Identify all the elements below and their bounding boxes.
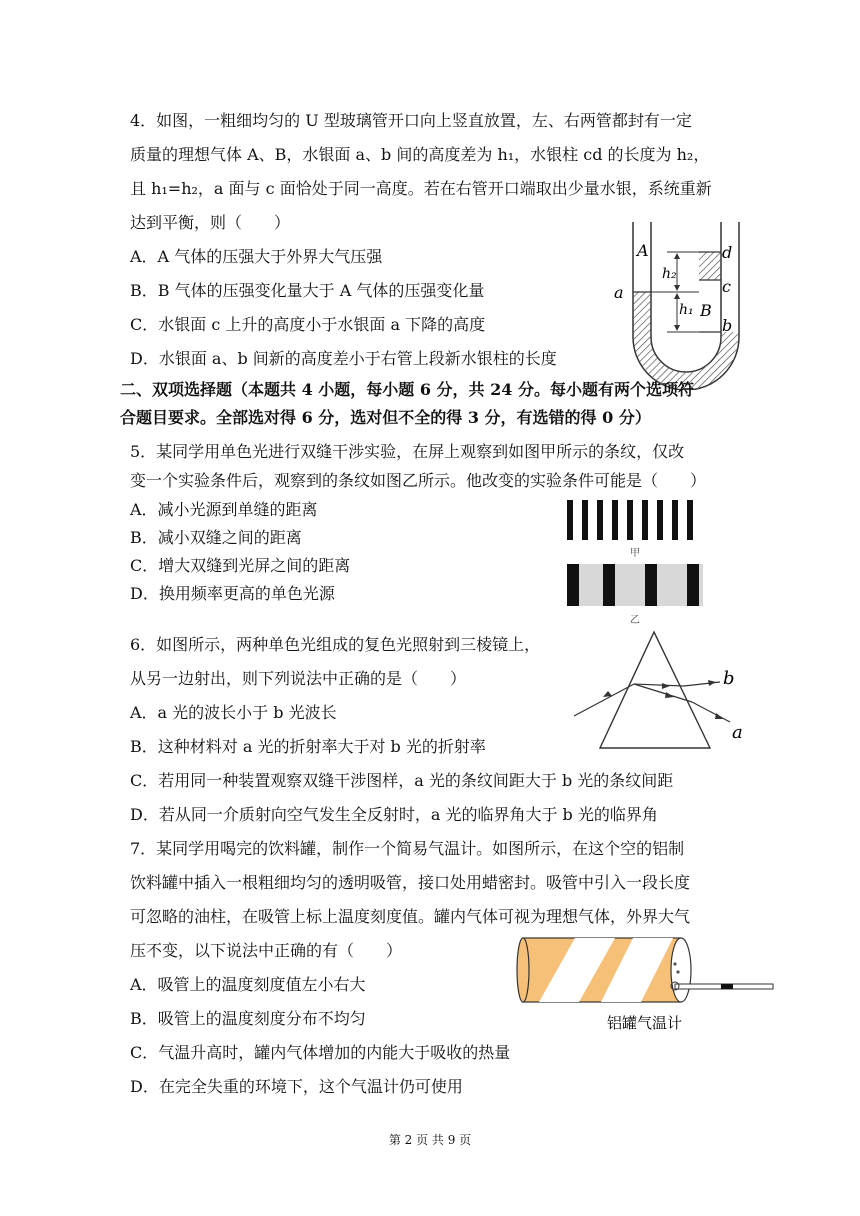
- q5-option-d: D．换用频率更高的单色光源: [130, 584, 335, 603]
- page-footer: 第 2 页 共 9 页: [388, 1133, 472, 1147]
- q4-option-b: B．B 气体的压强变化量大于 A 气体的压强变化量: [130, 281, 485, 300]
- q5-line-1: 5．某同学用单色光进行双缝干涉实验，在屏上观察到如图甲所示的条纹，仅改: [130, 442, 685, 461]
- q7-line-1: 7．某同学用喝完的饮料罐，制作一个简易气温计。如图所示，在这个空的铝制: [130, 839, 685, 858]
- label-surface-d: d: [722, 243, 733, 262]
- label-h1: h₁: [679, 302, 694, 318]
- section-2-header: [120, 376, 694, 432]
- q4-line-1: 4．如图，一粗细均匀的 U 型玻璃管开口向上竖直放置，左、右两管都封有一定: [130, 111, 692, 130]
- thermometer-caption: 铝罐气温计: [607, 1014, 683, 1032]
- label-ray-b: b: [723, 668, 735, 689]
- label-surface-c: c: [722, 277, 731, 296]
- q5-option-c: C．增大双缝到光屏之间的距离: [130, 556, 351, 575]
- q7-option-b: B．吸管上的温度刻度分布不均匀: [130, 1009, 366, 1028]
- label-gas-b: B: [700, 301, 712, 320]
- q6-option-d: D．若从同一介质射向空气发生全反射时，a 光的临界角大于 b 光的临界角: [130, 805, 658, 824]
- label-jia: 甲: [630, 548, 640, 559]
- q4-option-c: C．水银面 c 上升的高度小于水银面 a 下降的高度: [130, 315, 486, 334]
- section-2-line-2: 合题目要求。全部选对得 6 分，选对但不全的得 3 分，有选错的得 0 分）: [120, 408, 651, 427]
- prism-figure: [570, 628, 760, 752]
- q7-line-4: 压不变，以下说法中正确的有（ ）: [130, 941, 403, 960]
- q5-option-b: B．减小双缝之间的距离: [130, 528, 302, 547]
- section-2-line-1: 二、双项选择题（本题共 4 小题，每小题 6 分，共 24 分。每小题有两个选项符: [120, 380, 694, 399]
- q6-option-a: A．a 光的波长小于 b 光波长: [130, 703, 337, 722]
- q6-option-c: C．若用同一种装置观察双缝干涉图样，a 光的条纹间距大于 b 光的条纹间距: [130, 771, 674, 790]
- q5-option-a: A．减小光源到单缝的距离: [130, 500, 318, 519]
- q4-line-4: 达到平衡，则（ ）: [130, 213, 291, 232]
- q5-line-2: 变一个实验条件后，观察到的条纹如图乙所示。他改变的实验条件可能是（ ）: [130, 471, 707, 490]
- label-surface-a: a: [614, 283, 624, 302]
- interference-fringes-figure: [565, 498, 705, 628]
- label-surface-b: b: [722, 316, 733, 335]
- label-yi: 乙: [630, 615, 640, 626]
- label-ray-a: a: [732, 722, 743, 743]
- q7-option-a: A．吸管上的温度刻度值左小右大: [130, 975, 366, 994]
- label-h2: h₂: [662, 266, 677, 282]
- q7-line-2: 饮料罐中插入一根粗细均匀的透明吸管，接口处用蜡密封。吸管中引入一段长度: [130, 873, 691, 892]
- q6-line-2: 从另一边射出，则下列说法中正确的是（ ）: [130, 669, 467, 688]
- can-thermometer-figure: [515, 932, 775, 1032]
- q6-line-1: 6．如图所示，两种单色光组成的复色光照射到三棱镜上，: [130, 635, 541, 654]
- q4-option-a: A．A 气体的压强大于外界大气压强: [130, 247, 383, 266]
- fringe-pattern-jia: [565, 498, 705, 542]
- q7-option-c: C．气温升高时，罐内气体增加的内能大于吸收的热量: [130, 1043, 511, 1062]
- label-gas-a: A: [637, 241, 649, 260]
- q6-option-b: B．这种材料对 a 光的折射率大于对 b 光的折射率: [130, 737, 486, 756]
- q4-line-2: 质量的理想气体 A、B，水银面 a、b 间的高度差为 h₁，水银柱 cd 的长度为 h₂，: [130, 145, 710, 164]
- q7-line-3: 可忽略的油柱，在吸管上标上温度刻度值。罐内气体可视为理想气体，外界大气: [130, 907, 691, 926]
- fringe-pattern-yi: [567, 564, 703, 606]
- u-tube-figure: [612, 212, 742, 390]
- q4-option-d: D．水银面 a、b 间新的高度差小于右管上段新水银柱的长度: [130, 349, 557, 368]
- q7-option-d: D．在完全失重的环境下，这个气温计仍可使用: [130, 1077, 463, 1096]
- q4-line-3: 且 h₁=h₂，a 面与 c 面恰处于同一高度。若在右管开口端取出少量水银，系统重新: [130, 179, 712, 198]
